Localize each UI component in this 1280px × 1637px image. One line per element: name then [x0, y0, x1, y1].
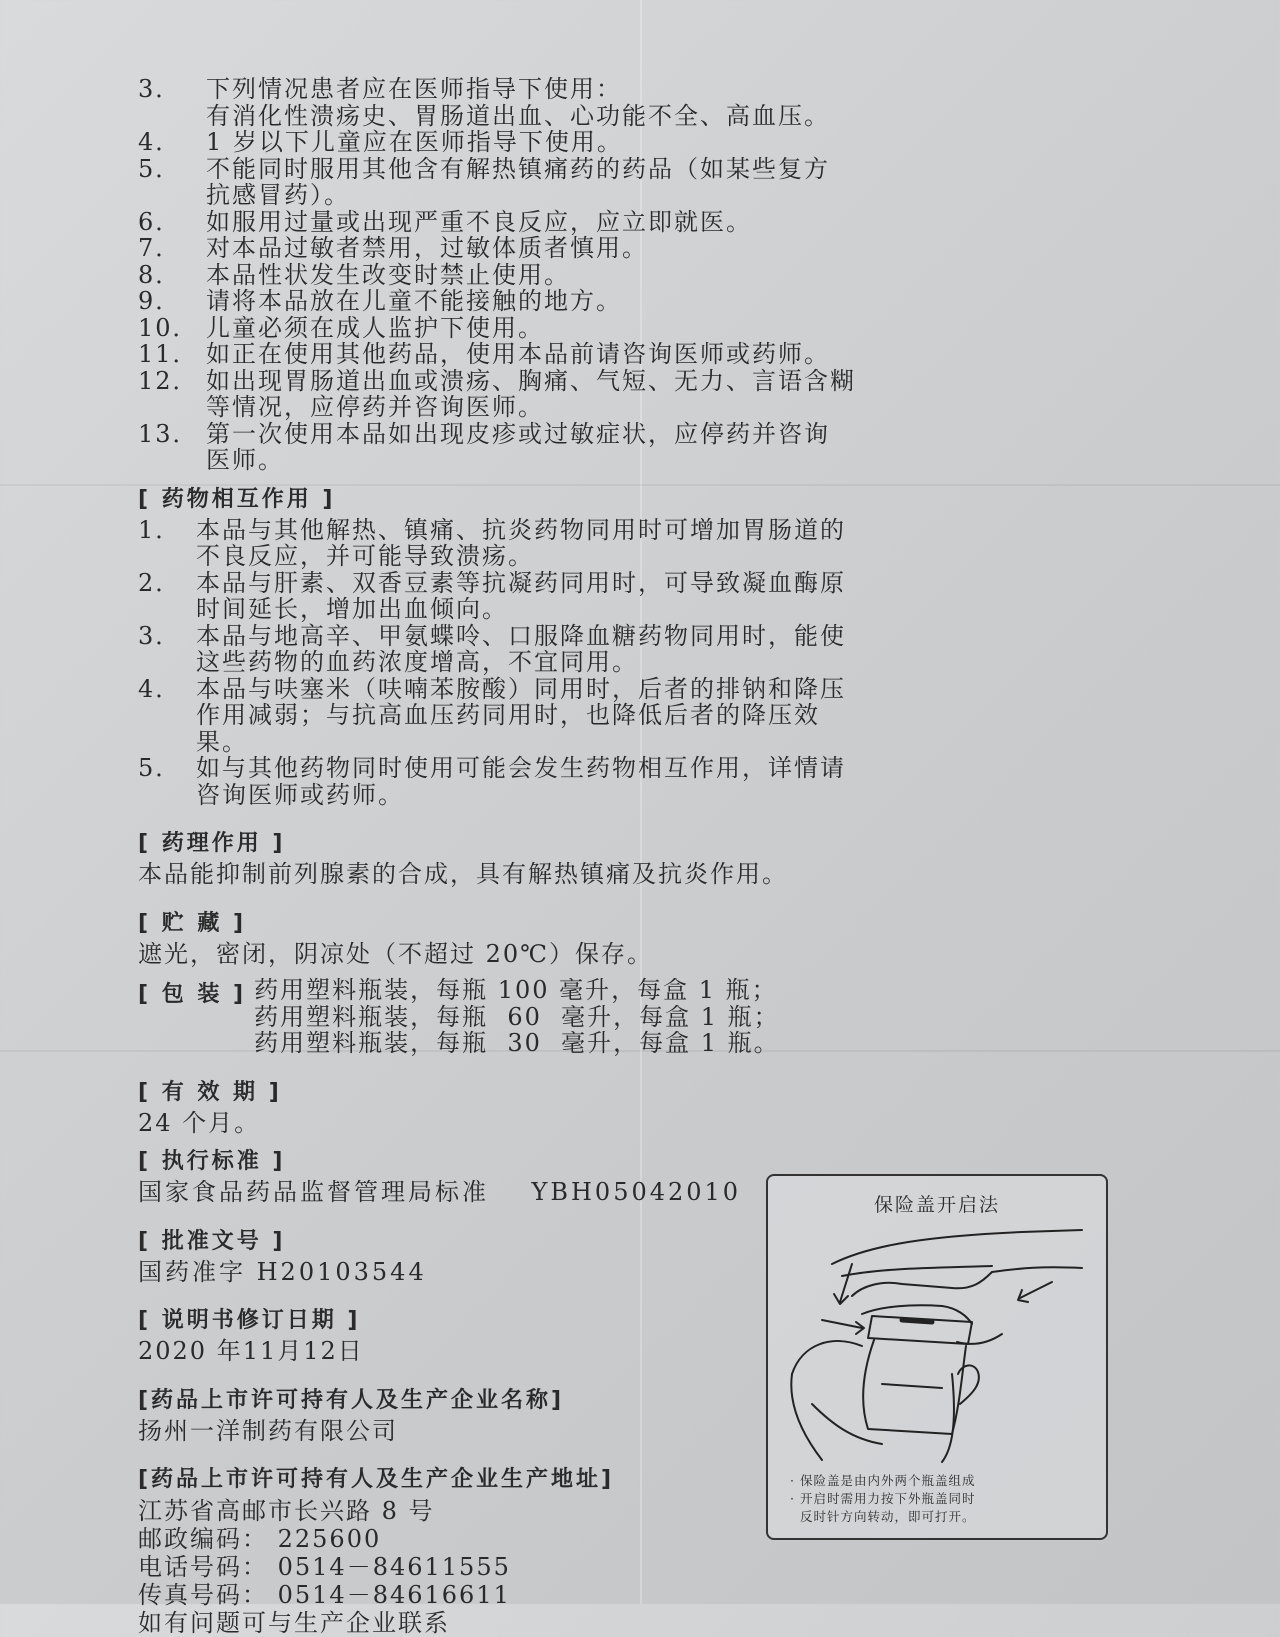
address-line: 江苏省高邮市长兴路 8 号: [138, 1497, 435, 1525]
item-number: 1．: [138, 515, 182, 544]
diagram-note: · 保险盖是由内外两个瓶盖组成: [790, 1473, 976, 1488]
validity-text: 24 个月。: [138, 1108, 261, 1137]
diagram-note: 反时针方向转动，即可打开。: [790, 1509, 976, 1524]
list-item: [138, 570, 1118, 623]
list-item: [138, 76, 1118, 129]
list-item: [138, 368, 1118, 421]
postcode-line: 邮政编码： 225600: [138, 1525, 382, 1553]
storage-text: 遮光，密闭，阴凉处（不超过 20℃）保存。: [138, 939, 654, 968]
item-number: 5．: [138, 154, 182, 183]
item-text: 本品与肝素、双香豆素等抗凝药同用时，可导致凝血酶原 时间延长，增加出血倾向。: [196, 568, 846, 623]
approval-text: 国药准字 H20103544: [138, 1257, 427, 1286]
item-number: 10．: [138, 313, 199, 342]
item-number: 4．: [138, 128, 182, 156]
precautions-list: [138, 76, 1118, 474]
item-text: 本品与呋塞米（呋喃苯胺酸）同用时，后者的排钠和降压 作用减弱；与抗高血压药同用时，也降低后者的降压效 果。: [196, 674, 846, 756]
list-item: [138, 517, 1118, 570]
interactions-list: [138, 517, 1118, 809]
diagram-notes: [790, 1472, 975, 1526]
item-number: 3．: [138, 75, 182, 103]
item-text: 本品与地高辛、甲氨蝶呤、口服降血糖药物同用时，能使 这些药物的血药浓度增高，不宜同用。: [196, 621, 846, 676]
item-number: 8．: [138, 260, 182, 289]
section-heading-interactions: [ 药物相互作用 ]: [138, 486, 336, 512]
item-number: 7．: [138, 234, 182, 262]
item-number: 12．: [138, 366, 199, 395]
item-text: 第一次使用本品如出现皮疹或过敏症状，应停药并咨询 医师。: [206, 419, 830, 474]
diagram-title: 保险盖开启法: [873, 1194, 1000, 1216]
cap-opening-diagram: [766, 1174, 1108, 1540]
section-heading-validity: [ 有 效 期 ]: [138, 1079, 282, 1105]
item-number: 5．: [138, 754, 182, 782]
item-text: 如出现胃肠道出血或溃疡、胸痛、气短、无力、言语含糊 等情况，应停药并咨询医师。: [206, 366, 856, 421]
phone-line: 电话号码： 0514－84611555: [138, 1553, 511, 1581]
item-text: 如服用过量或出现严重不良反应，应立即就医。: [206, 207, 752, 236]
item-text: 对本品过敏者禁用，过敏体质者慎用。: [206, 234, 648, 262]
fax-line: 传真号码： 0514－84616611: [138, 1581, 511, 1609]
list-item: [138, 156, 1118, 209]
item-text: 请将本品放在儿童不能接触的地方。: [206, 287, 622, 315]
item-number: 2．: [138, 568, 182, 597]
packaging-section: [138, 977, 1118, 1057]
hand-opening-cap-illustration: [782, 1224, 1092, 1464]
list-item: [138, 341, 1118, 368]
item-text: 儿童必须在成人监护下使用。: [206, 313, 544, 342]
item-number: 3．: [138, 621, 182, 650]
section-heading-approval: [ 批准文号 ]: [138, 1228, 286, 1254]
list-item: [138, 129, 1118, 156]
list-item: [138, 421, 1118, 474]
packaging-line: 药用塑料瓶装，每瓶 60 毫升，每盒 1 瓶；: [254, 1002, 780, 1031]
section-heading-storage: [ 贮 藏 ]: [138, 910, 247, 936]
item-number: 11．: [138, 340, 199, 368]
holder-name-text: 扬州一洋制药有限公司: [138, 1416, 398, 1445]
standard-text: 国家食品药品监督管理局标准 YBH05042010: [138, 1178, 742, 1206]
section-heading-holder-address: [药品上市许可持有人及生产企业生产地址]: [138, 1467, 615, 1492]
list-item: [138, 755, 1118, 808]
pharmacology-text: 本品能抑制前列腺素的合成，具有解热镇痛及抗炎作用。: [138, 860, 788, 888]
list-item: [138, 209, 1118, 236]
section-heading-revision: [ 说明书修订日期 ]: [138, 1308, 361, 1333]
list-item: [138, 235, 1118, 262]
section-heading-standard: [ 执行标准 ]: [138, 1149, 286, 1174]
item-text: 如与其他药物同时使用可能会发生药物相互作用，详情请 咨询医师或药师。: [196, 754, 846, 809]
item-number: 9．: [138, 287, 182, 315]
item-text: 1 岁以下儿童应在医师指导下使用。: [206, 128, 623, 156]
section-heading-packaging: [ 包 装 ]: [138, 982, 247, 1007]
item-text: 不能同时服用其他含有解热镇痛药的药品（如某些复方 抗感冒药）。: [206, 154, 830, 209]
list-item: [138, 262, 1118, 289]
item-number: 6．: [138, 207, 182, 236]
list-item: [138, 623, 1118, 676]
item-text: 本品性状发生改变时禁止使用。: [206, 260, 570, 289]
packaging-line: 药用塑料瓶装，每瓶 100 毫升，每盒 1 瓶；: [254, 976, 778, 1004]
section-heading-holder-name: [药品上市许可持有人及生产企业名称]: [138, 1387, 565, 1413]
item-number: 13．: [138, 419, 199, 448]
contact-note-line: 如有问题可与生产企业联系: [138, 1609, 450, 1637]
list-item: [138, 676, 1118, 756]
item-text: 如正在使用其他药品，使用本品前请咨询医师或药师。: [206, 340, 830, 368]
item-text: 本品与其他解热、镇痛、抗炎药物同用时可增加胃肠道的 不良反应，并可能导致溃疡。: [196, 515, 846, 570]
item-text: 下列情况患者应在医师指导下使用： 有消化性溃疡史、胃肠道出血、心功能不全、高血压。: [206, 75, 830, 130]
diagram-note: · 开启时需用力按下外瓶盖同时: [790, 1491, 976, 1506]
list-item: [138, 288, 1118, 315]
revision-text: 2020 年11月12日: [138, 1337, 364, 1365]
packaging-line: 药用塑料瓶装，每瓶 30 毫升，每盒 1 瓶。: [254, 1029, 780, 1057]
section-heading-pharmacology: [ 药理作用 ]: [138, 831, 286, 856]
list-item: [138, 315, 1118, 342]
item-number: 4．: [138, 674, 182, 703]
